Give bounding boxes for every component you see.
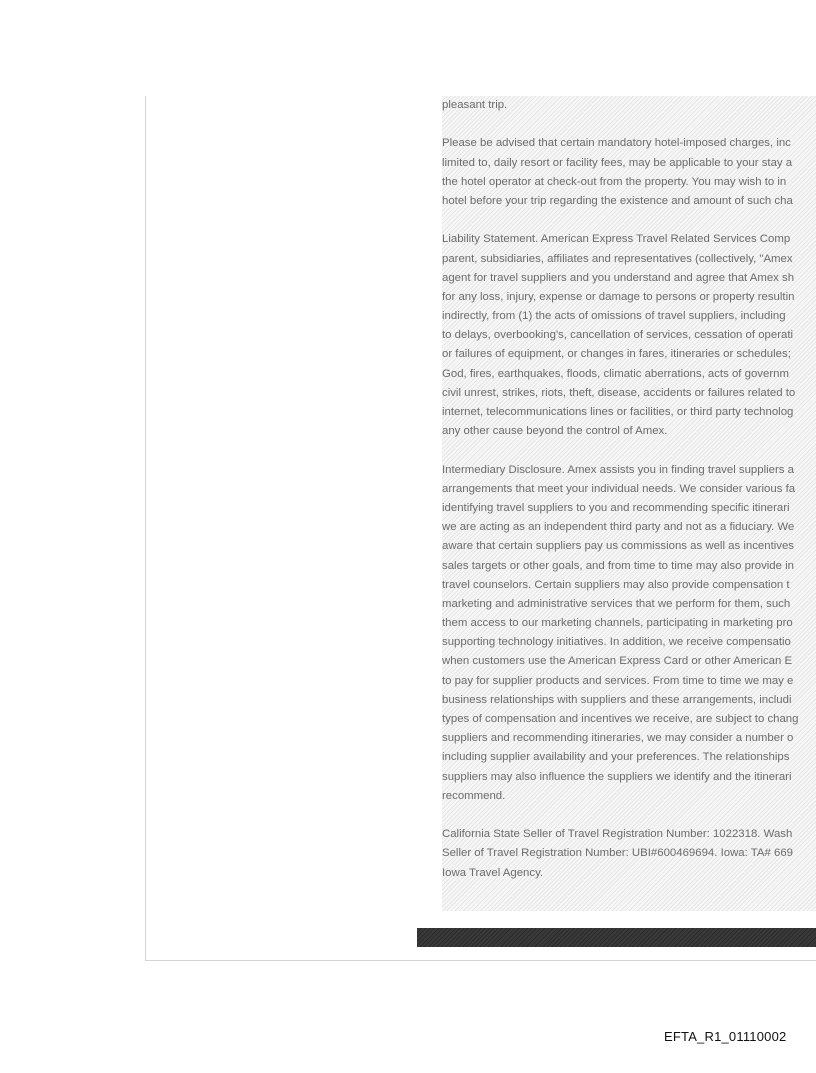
text-line: Liability Statement. American Express Travel Related Services Comp <box>442 233 791 246</box>
paragraph-hotel-charges <box>442 134 816 211</box>
text-line: sales targets or other goals, and from time to time may also provide in <box>442 559 795 572</box>
text-line: recommend. <box>442 789 506 802</box>
text-line: God, fires, earthquakes, floods, climatic aberrations, acts of governm <box>442 367 789 380</box>
text-line: suppliers and recommending itineraries, we may consider a number o <box>442 732 794 745</box>
text-line: types of compensation and incentives we receive, are subject to chang <box>442 713 799 725</box>
text-line: pleasant trip. <box>442 99 508 111</box>
document-id: EFTA_R1_01110002 <box>664 1029 787 1044</box>
paragraph-intermediary-disclosure <box>442 461 816 806</box>
text-line: for any loss, injury, expense or damage to persons or property resultin <box>442 290 795 303</box>
text-line: suppliers may also influence the suppliers we identify and the itinerari <box>442 770 792 783</box>
text-line: arrangements that meet your individual needs. We consider various fa <box>442 482 796 495</box>
text-line: parent, subsidiaries, affiliates and representatives (collectively, "Amex <box>442 252 793 265</box>
text-line: supporting technology initiatives. In addition, we receive compensatio <box>442 636 791 649</box>
text-line: travel counselors. Certain suppliers may also provide compensation t <box>442 578 790 591</box>
text-line: including supplier availability and your preferences. The relationships <box>442 751 790 764</box>
text-line: them access to our marketing channels, participating in marketing pro <box>442 617 793 630</box>
text-line: any other cause beyond the control of Amex. <box>442 425 668 438</box>
footer-bar <box>417 928 816 947</box>
text-line: business relationships with suppliers and these arrangements, includi <box>442 693 792 706</box>
text-line: aware that certain suppliers pay us commissions as well as incentives <box>442 540 794 553</box>
text-line: Seller of Travel Registration Number: UBI#600469694. Iowa: TA# 669 <box>442 847 793 860</box>
text-line: California State Seller of Travel Registration Number: 1022318. Wash <box>442 828 793 841</box>
text-line: the hotel operator at check-out from the property. You may wish to in <box>442 175 787 188</box>
text-line: to pay for supplier products and services. From time to time we may e <box>442 674 794 687</box>
text-line: when customers use the American Express Card or other American E <box>442 655 793 668</box>
document-body <box>442 96 816 883</box>
text-line: identifying travel suppliers to you and recommending specific itinerari <box>442 501 790 514</box>
paragraph-liability-statement <box>442 230 816 441</box>
text-line: Please be advised that certain mandatory hotel-imposed charges, inc <box>442 137 791 150</box>
text-line: agent for travel suppliers and you understand and agree that Amex sh <box>442 271 795 284</box>
text-line: marketing and administrative services that we perform for them, such <box>442 597 791 610</box>
text-line: to delays, overbooking's, cancellation of services, cessation of operati <box>442 329 794 342</box>
text-line: or failures of equipment, or changes in fares, itineraries or schedules; <box>442 348 791 361</box>
text-line: limited to, daily resort or facility fees, may be applicable to your stay a <box>442 156 793 169</box>
text-line: we are acting as an independent third party and not as a fiduciary. We <box>442 521 795 534</box>
text-line: civil unrest, strikes, riots, theft, disease, accidents or failures related to <box>442 386 796 399</box>
text-line: indirectly, from (1) the acts of omissions of travel suppliers, including <box>442 310 786 323</box>
text-line: Intermediary Disclosure. Amex assists you in finding travel suppliers a <box>442 463 794 476</box>
text-line: Iowa Travel Agency. <box>442 866 544 879</box>
text-line: hotel before your trip regarding the existence and amount of such cha <box>442 194 793 207</box>
paragraph-seller-registration <box>442 825 816 883</box>
paragraph-closing <box>442 96 816 115</box>
text-line: internet, telecommunications lines or facilities, or third party technolog <box>442 406 794 418</box>
